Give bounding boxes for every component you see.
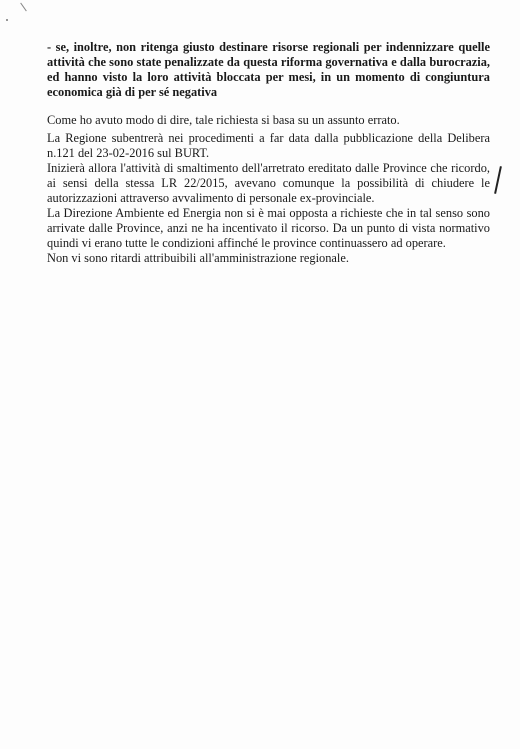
margin-pen-mark	[494, 166, 502, 194]
scan-artifact-dot	[6, 19, 8, 21]
answer-paragraph-arretrato: Inizierà allora l'attività di smaltimento dell'arretrato ereditato dalle Province che ricordo, ai sensi della stessa LR 22/2015, avevano comunque la possibilità di chiudere le autorizzazioni attraverso avvalimento di personale ex-provinciale.	[47, 161, 490, 205]
answer-paragraph-conclusion: Non vi sono ritardi attribuibili all'amministrazione regionale.	[47, 251, 349, 265]
answer-paragraph-delibera: La Regione subentrerà nei procedimenti a far data dalla pubblicazione della Delibera n.121 del 23-02-2016 sul BURT.	[47, 131, 490, 160]
scan-artifact-mark	[20, 3, 27, 12]
answer-paragraph-intro: Come ho avuto modo di dire, tale richiesta si basa su un assunto errato.	[47, 113, 400, 127]
answer-paragraph-direzione: La Direzione Ambiente ed Energia non si è mai opposta a richieste che in tal senso sono arrivate dalle Province, anzi ne ha incentivato il ricorso. Da un punto di vista normativo quindi vi erano tutte le condizioni affinché le province continuassero ad operare.	[47, 206, 490, 250]
bold-question-paragraph: - se, inoltre, non ritenga giusto destinare risorse regionali per indennizzare quelle attività che sono state penalizzate da questa riforma governativa e dalla burocrazia, ed hanno visto la loro attività bloccata per mesi, in un momento di congiuntura economica già di per sé negativa	[47, 40, 490, 99]
answer-body	[47, 113, 490, 266]
